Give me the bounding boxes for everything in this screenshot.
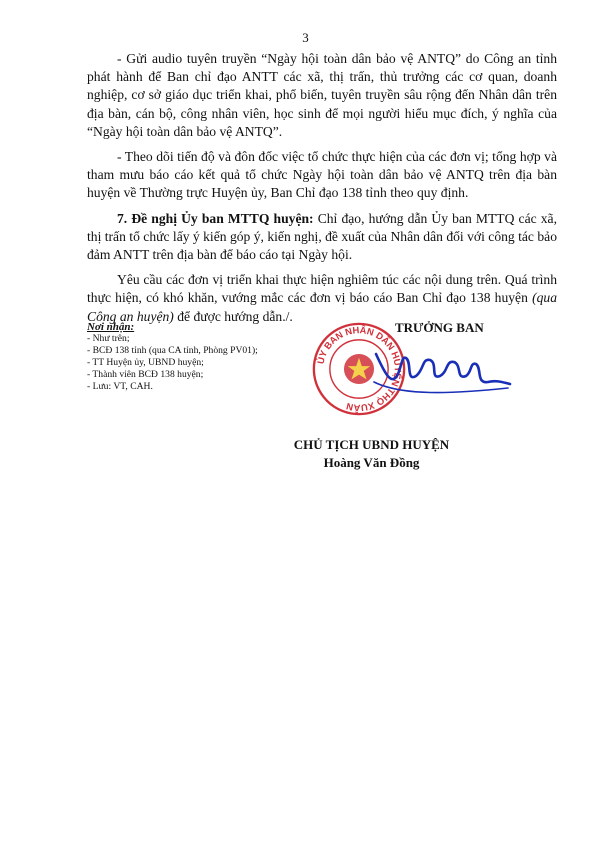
recipient-item: - Như trên; bbox=[87, 333, 130, 344]
document-body bbox=[87, 50, 557, 333]
recipient-item: - TT Huyện ủy, UBND huyện; bbox=[87, 357, 204, 368]
recipient-item: - BCĐ 138 tỉnh (qua CA tỉnh, Phòng PV01); bbox=[87, 345, 258, 356]
paragraph-audio: - Gửi audio tuyên truyền “Ngày hội toàn dân bảo vệ ANTQ” do Công an tỉnh phát hành để Ban chỉ đạo ANTT các xã, thị trấn, thủ trưởng các cơ quan, doanh nghiệp, cơ sở giáo dục triển khai, phổ biến, tuyên truyền sâu rộng đến Nhân dân trên địa bàn, cán bộ, công nhân viên, học sinh để mọi người hiểu mục đích, ý nghĩa của “Ngày hội toàn dân bảo vệ ANTQ”. bbox=[87, 51, 557, 139]
seal-text: ỦY BAN NHÂN DÂN HUYỆN THỌ XUÂN bbox=[314, 324, 404, 414]
signer-name: Hoàng Văn Đồng bbox=[323, 455, 420, 470]
mttq-body: Chỉ đạo, hướng dẫn Ủy ban MTTQ các xã, thị trấn tổ chức lấy ý kiến góp ý, kiến nghị, đề xuất của Nhân dân đối với công tác bảo đảm ANTT trên địa bàn để báo cáo tại Ngày hội. bbox=[87, 210, 557, 263]
recipient-item: - Thành viên BCĐ 138 huyện; bbox=[87, 369, 204, 380]
request-text-italic: (qua Công an huyện) bbox=[87, 290, 557, 324]
request-text-end: để được hướng dẫn./. bbox=[173, 308, 293, 324]
paragraph-mttq bbox=[87, 210, 557, 265]
recipients-heading: Nơi nhận: bbox=[87, 321, 135, 333]
recipient-item: - Lưu: VT, CAH. bbox=[87, 381, 153, 392]
paragraph-request bbox=[87, 271, 557, 326]
signer-role: CHỦ TỊCH UBND HUYỆN bbox=[293, 437, 450, 452]
handwritten-signature bbox=[372, 336, 512, 398]
paragraph-monitoring: - Theo dõi tiến độ và đôn đốc việc tổ chức thực hiện của các đơn vị; tổng hợp và tham mưu báo cáo kết quả tổ chức Ngày hội toàn dân bảo vệ ANTQ trên địa bàn huyện về Thường trực Huyện ủy, Ban Chỉ đạo 138 tỉnh theo quy định. bbox=[87, 149, 557, 201]
mttq-heading: 7. Đề nghị Ủy ban MTTQ huyện: bbox=[117, 210, 314, 226]
page-number: 3 bbox=[302, 30, 309, 45]
recipients-block bbox=[87, 321, 258, 393]
request-text-start: Yêu cầu các đơn vị triển khai thực hiện nghiêm túc các nội dung trên. Quá trình thực hiện, có khó khăn, vướng mắc các đơn vị báo cáo Ban Chỉ đạo 138 huyện bbox=[87, 272, 557, 306]
signature-title: TRƯỞNG BAN bbox=[395, 320, 484, 335]
